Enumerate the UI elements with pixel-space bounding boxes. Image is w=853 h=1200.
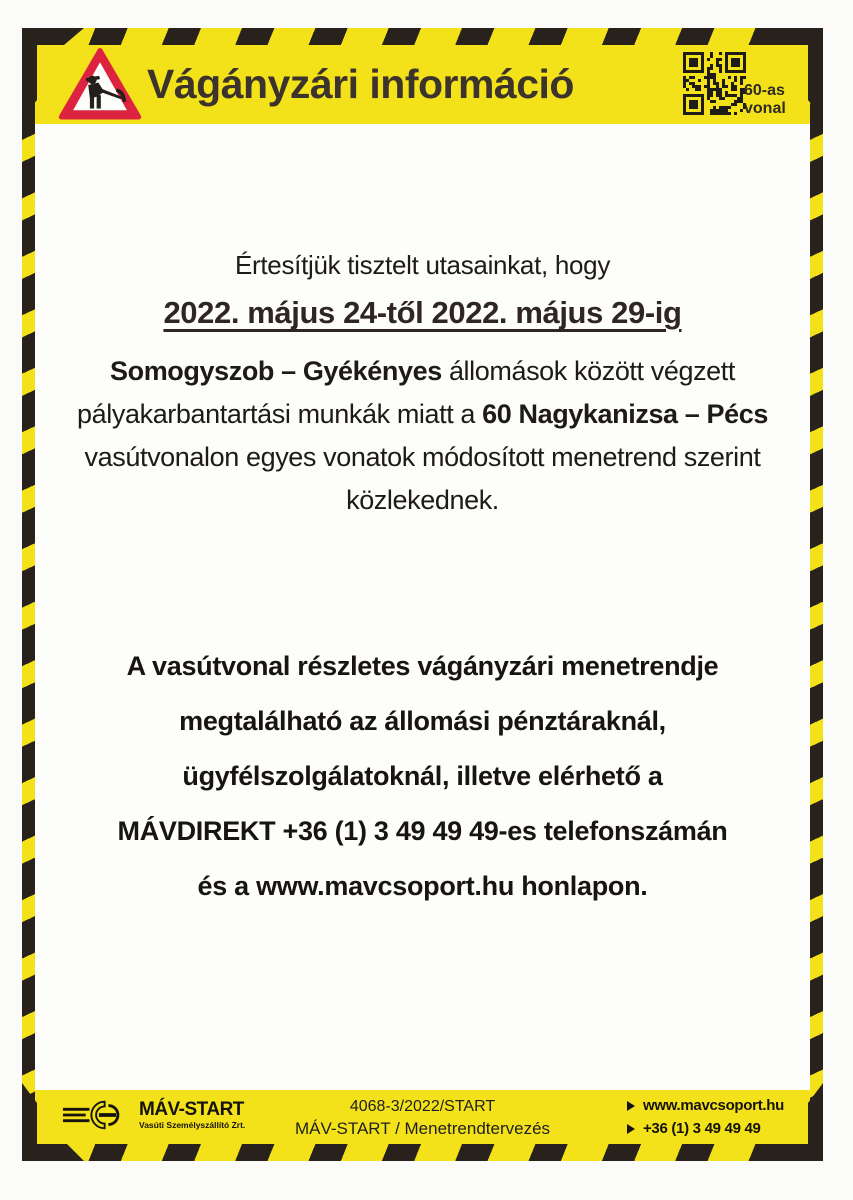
notice-date-range: 2022. május 24-től 2022. május 29-ig: [163, 295, 682, 330]
details-line: és a www.mavcsoport.hu honlapon.: [197, 871, 648, 901]
details-line: A vasútvonal részletes vágányzári menetrendje: [126, 651, 719, 681]
hazard-stripe-left: [22, 45, 35, 1144]
poster-frame: [22, 28, 823, 1161]
hazard-stripe-top: [22, 28, 823, 45]
notice-intro: Értesítjük tisztelt utasainkat, hogy: [234, 250, 611, 280]
qr-caption: [744, 82, 796, 118]
qr-caption-line1: 60-as: [744, 82, 785, 99]
notice-text-segment: vasútvonalon egyes vonatok módosított menetrend szerint közlekednek.: [84, 442, 761, 515]
roadworks-warning-icon: [57, 48, 143, 122]
notice-body: [59, 350, 786, 522]
notice-text-segment: 60 Nagykanizsa – Pécs: [482, 399, 768, 429]
qr-code-icon: [683, 52, 746, 115]
reference-number: 4068-3/2022/START: [349, 1098, 496, 1115]
qr-caption-line2: vonal: [744, 100, 786, 117]
notice-details: [35, 639, 810, 914]
contact-row: [627, 1117, 784, 1140]
logo-subtitle: Vasúti Személyszállító Zrt.: [139, 1119, 246, 1130]
arrow-bullet-icon: [627, 1124, 635, 1134]
logo-name: MÁV-START: [139, 1098, 244, 1120]
details-line: megtalálható az állomási pénztáraknál,: [179, 706, 666, 736]
contact-row: [627, 1094, 784, 1117]
notice-text-segment: állomások között végzett pályakarbantartási munkák miatt a: [77, 356, 735, 429]
contact-text: www.mavcsoport.hu: [642, 1097, 784, 1114]
poster-title: Vágányzári információ: [147, 61, 574, 107]
notice-text-segment: Somogyszob – Gyékényes: [110, 356, 442, 386]
details-line: MÁVDIREKT +36 (1) 3 49 49 49-es telefonszámán: [117, 816, 728, 846]
contact-text: +36 (1) 3 49 49 49: [642, 1120, 761, 1137]
hazard-stripe-bottom: [22, 1144, 823, 1161]
footer-band: [35, 1090, 810, 1144]
contact-list: [627, 1094, 784, 1140]
header-band: [35, 45, 810, 124]
notice-content: [35, 124, 810, 1090]
hazard-stripe-right: [810, 45, 823, 1144]
details-line: ügyfélszolgálatoknál, illetve elérhető a: [182, 761, 663, 791]
issuer: MÁV-START / Menetrendtervezés: [294, 1119, 551, 1138]
arrow-bullet-icon: [627, 1101, 635, 1111]
